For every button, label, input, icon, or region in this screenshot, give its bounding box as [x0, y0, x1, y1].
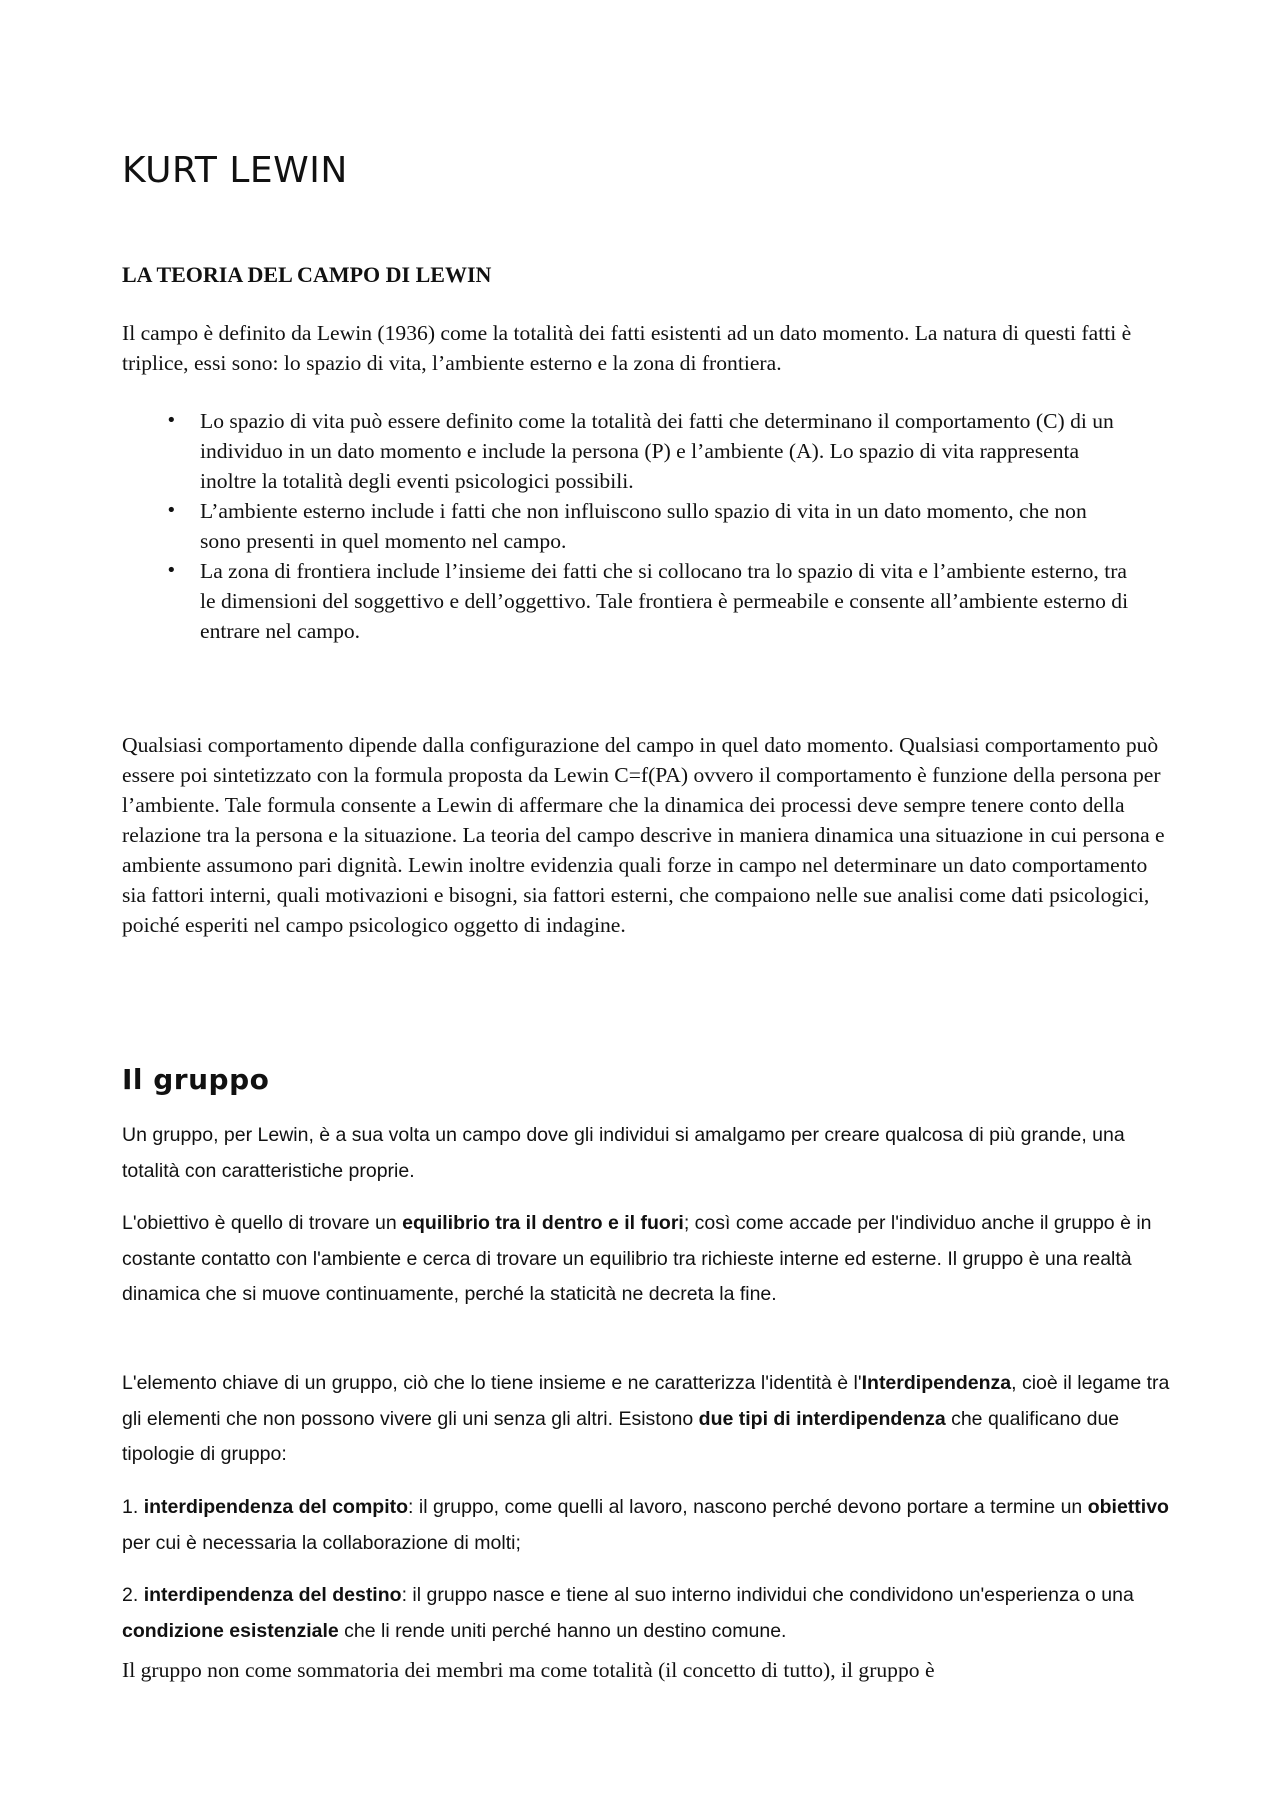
item-number: 2.: [122, 1584, 144, 1606]
bold-text: interdipendenza del compito: [143, 1496, 409, 1518]
document-title: KURT LEWIN: [122, 150, 348, 191]
text-run: L'obiettivo è quello di trovare un: [122, 1212, 403, 1234]
group-totality-paragraph: Il gruppo non come sommatoria dei membri ma come totalità (il concetto di tutto), il gruppo è: [122, 1658, 935, 1682]
group-objective-paragraph: [122, 1206, 1172, 1313]
bullet-icon: •: [166, 560, 177, 581]
list-item-text: L’ambiente esterno include i fatti che non influiscono sullo spazio di vita in un dato momento, che non sono presenti in quel momento nel campo.: [200, 499, 1087, 553]
list-item-text: Lo spazio di vita può essere definito come la totalità dei fatti che determinano il comportamento (C) di un individuo in un dato momento e include la persona (P) e l’ambiente (A). Lo spazio di vita rappresenta inoltre la totalità degli eventi psicologici possibili.: [200, 409, 1114, 493]
interdependence-paragraph: [122, 1366, 1172, 1473]
bullet-icon: •: [166, 410, 177, 431]
text-run: che qualificano due tipologie di gruppo:: [122, 1407, 1120, 1465]
list-item-text: La zona di frontiera include l’insieme dei fatti che si collocano tra lo spazio di vita e l’ambiente esterno, tra le dimensioni del soggettivo e dell’oggettivo. Tale frontiera è permeabile e consente all’ambiente esterno di entrare nel campo.: [200, 559, 1129, 643]
bold-text: interdipendenza del destino: [143, 1584, 402, 1606]
text-run: ; così come accade per l'individuo anche il gruppo è in costante contatto con l'ambiente e cerca di trovare un equilibrio tra richieste interne ed esterne. Il gruppo è una realtà dinamica che si muove continuamente, perché la staticità ne decreta la fine.: [122, 1212, 1152, 1305]
bullet-icon: •: [166, 500, 177, 521]
text-run: : il gruppo nasce e tiene al suo interno individui che condividono un'esperienza o una: [401, 1584, 1134, 1606]
text-run: : il gruppo, come quelli al lavoro, nascono perché devono portare a termine un: [408, 1496, 1088, 1518]
behavior-formula-paragraph: Qualsiasi comportamento dipende dalla configurazione del campo in quel dato momento. Qualsiasi comportamento può essere poi sintetizzato con la formula proposta da Lewin C=f(PA) ovvero il comportamento è funzione della persona per l’ambiente. Tale formula consente a Lewin di affermare che la dinamica dei processi deve sempre tenere conto della relazione tra la persona e la situazione. La teoria del campo descrive in maniera dinamica una situazione in cui persona e ambiente assumono pari dignità. Lewin inoltre evidenzia quali forze in campo nel determinare un dato comportamento sia fattori interni, quali motivazioni e bisogni, sia fattori esterni, che compaiono nelle sue analisi come dati psicologici, poiché esperiti nel campo psicologico oggetto di indagine.: [122, 733, 1165, 937]
bold-text: equilibrio tra il dentro e il fuori: [402, 1212, 684, 1234]
task-interdependence-item: [122, 1490, 1172, 1561]
list-item: [166, 496, 1130, 556]
text-run: per cui è necessaria la collaborazione di molti;: [122, 1531, 521, 1554]
bold-text: due tipi di interdipendenza: [698, 1407, 946, 1430]
list-item: [166, 556, 1130, 646]
field-elements-list: [166, 406, 1130, 646]
item-number: 1.: [122, 1496, 144, 1518]
section-heading-group: Il gruppo: [122, 1063, 270, 1096]
bold-text: Interdipendenza: [861, 1372, 1012, 1394]
text-run: che li rende uniti perché hanno un destino comune.: [338, 1619, 787, 1642]
text-run: , cioè il legame tra gli elementi che non possono vivere gli uni senza gli altri. Esistono: [122, 1372, 1170, 1430]
text-run: L'elemento chiave di un gruppo, ciò che lo tiene insieme e ne caratterizza l'identità è l': [122, 1372, 862, 1394]
list-item: [166, 406, 1130, 496]
field-definition-paragraph: Il campo è definito da Lewin (1936) come la totalità dei fatti esistenti ad un dato momento. La natura di questi fatti è triplice, essi sono: lo spazio di vita, l’ambiente esterno e la zona di frontiera.: [122, 321, 1132, 375]
group-definition-paragraph: Un gruppo, per Lewin, è a sua volta un campo dove gli individui si amalgamo per creare qualcosa di più grande, una totalità con caratteristiche proprie.: [122, 1124, 1125, 1182]
bold-text: condizione esistenziale: [122, 1619, 339, 1642]
section-heading-field-theory: LA TEORIA DEL CAMPO DI LEWIN: [122, 262, 492, 287]
destiny-interdependence-item: [122, 1578, 1172, 1649]
bold-text: obiettivo: [1087, 1496, 1169, 1518]
